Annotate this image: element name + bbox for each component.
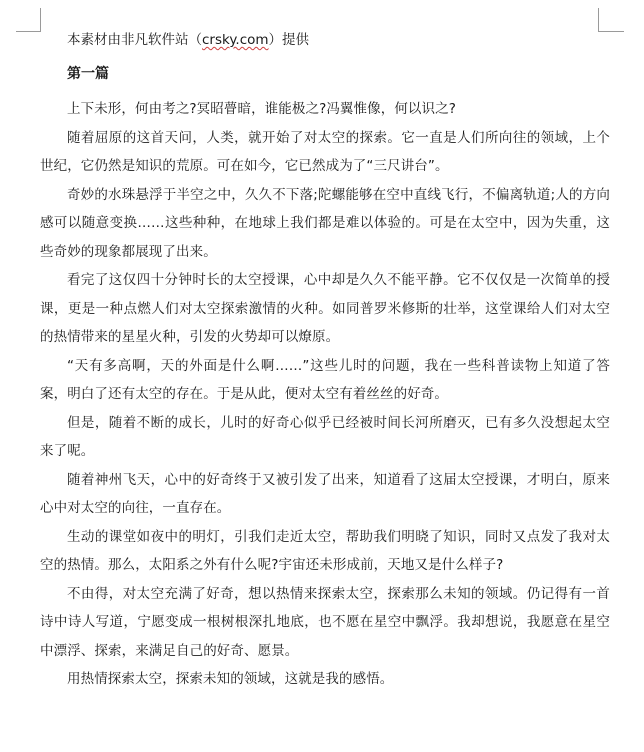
source-prefix: 本素材由非凡软件站（ [67, 32, 202, 48]
source-suffix: ）提供 [268, 32, 310, 48]
body-paragraph: 生动的课堂如夜中的明灯，引我们走近太空，帮助我们明晓了知识，同时又点发了我对太空的热情。那么，太阳系之外有什么呢?宇宙还未形成前，天地又是什么样子? [40, 528, 610, 573]
body-paragraph: 用热情探索太空，探索未知的领域，这就是我的感悟。 [67, 671, 394, 687]
body-paragraph: 随着屈原的这首天问，人类，就开始了对太空的探索。它一直是人们所向往的领域，上个世纪，它仍然是知识的荒原。可在如今，它已然成为了“三尺讲台”。 [40, 129, 610, 174]
source-site-name: crsky.com [202, 32, 269, 48]
crop-mark-top-left [16, 31, 41, 32]
crop-mark-top-right [598, 8, 599, 32]
document-heading: 第一篇 [67, 66, 109, 82]
body-paragraph: 但是，随着不断的成长，儿时的好奇心似乎已经被时间长河所磨灭，已有多久没想起太空来了呢。 [40, 414, 610, 459]
body-paragraph: 上下未形，何由考之?冥昭瞢暗，谁能极之?冯翼惟像，何以识之? [67, 101, 456, 117]
document-body[interactable] [40, 30, 610, 694]
body-paragraph: 随着神州飞天，心中的好奇终于又被引发了出来，知道看了这届太空授课，才明白，原来心中对太空的向往，一直存在。 [40, 471, 610, 516]
body-paragraph: 不由得，对太空充满了好奇，想以热情来探索太空，探索那么未知的领域。仍记得有一首诗中诗人写道，宁愿变成一根树根深扎地底，也不愿在星空中飘浮。我却想说，我愿意在星空中漂浮、探索，来满足自己的好奇、愿景。 [40, 585, 610, 659]
source-credit-line [40, 30, 610, 50]
body-paragraph: 奇妙的水珠悬浮于半空之中，久久不下落;陀螺能够在空中直线飞行，不偏离轨道;人的方向感可以随意变换……这些种种，在地球上我们都是难以体验的。可是在太空中，因为失重，这些奇妙的现象都展现了出来。 [40, 186, 610, 260]
body-paragraph: 看完了这仅四十分钟时长的太空授课，心中却是久久不能平静。它不仅仅是一次简单的授课，更是一种点燃人们对太空探索激情的火种。如同普罗米修斯的壮举，这堂课给人们对太空的热情带来的星星火种，引发的火势却可以燎原。 [40, 272, 610, 345]
body-paragraph: “天有多高啊，天的外面是什么啊……”这些儿时的问题，我在一些科普读物上知道了答案，明白了还有太空的存在。于是从此，便对太空有着丝丝的好奇。 [40, 357, 610, 402]
crop-mark-top-left [40, 8, 41, 32]
